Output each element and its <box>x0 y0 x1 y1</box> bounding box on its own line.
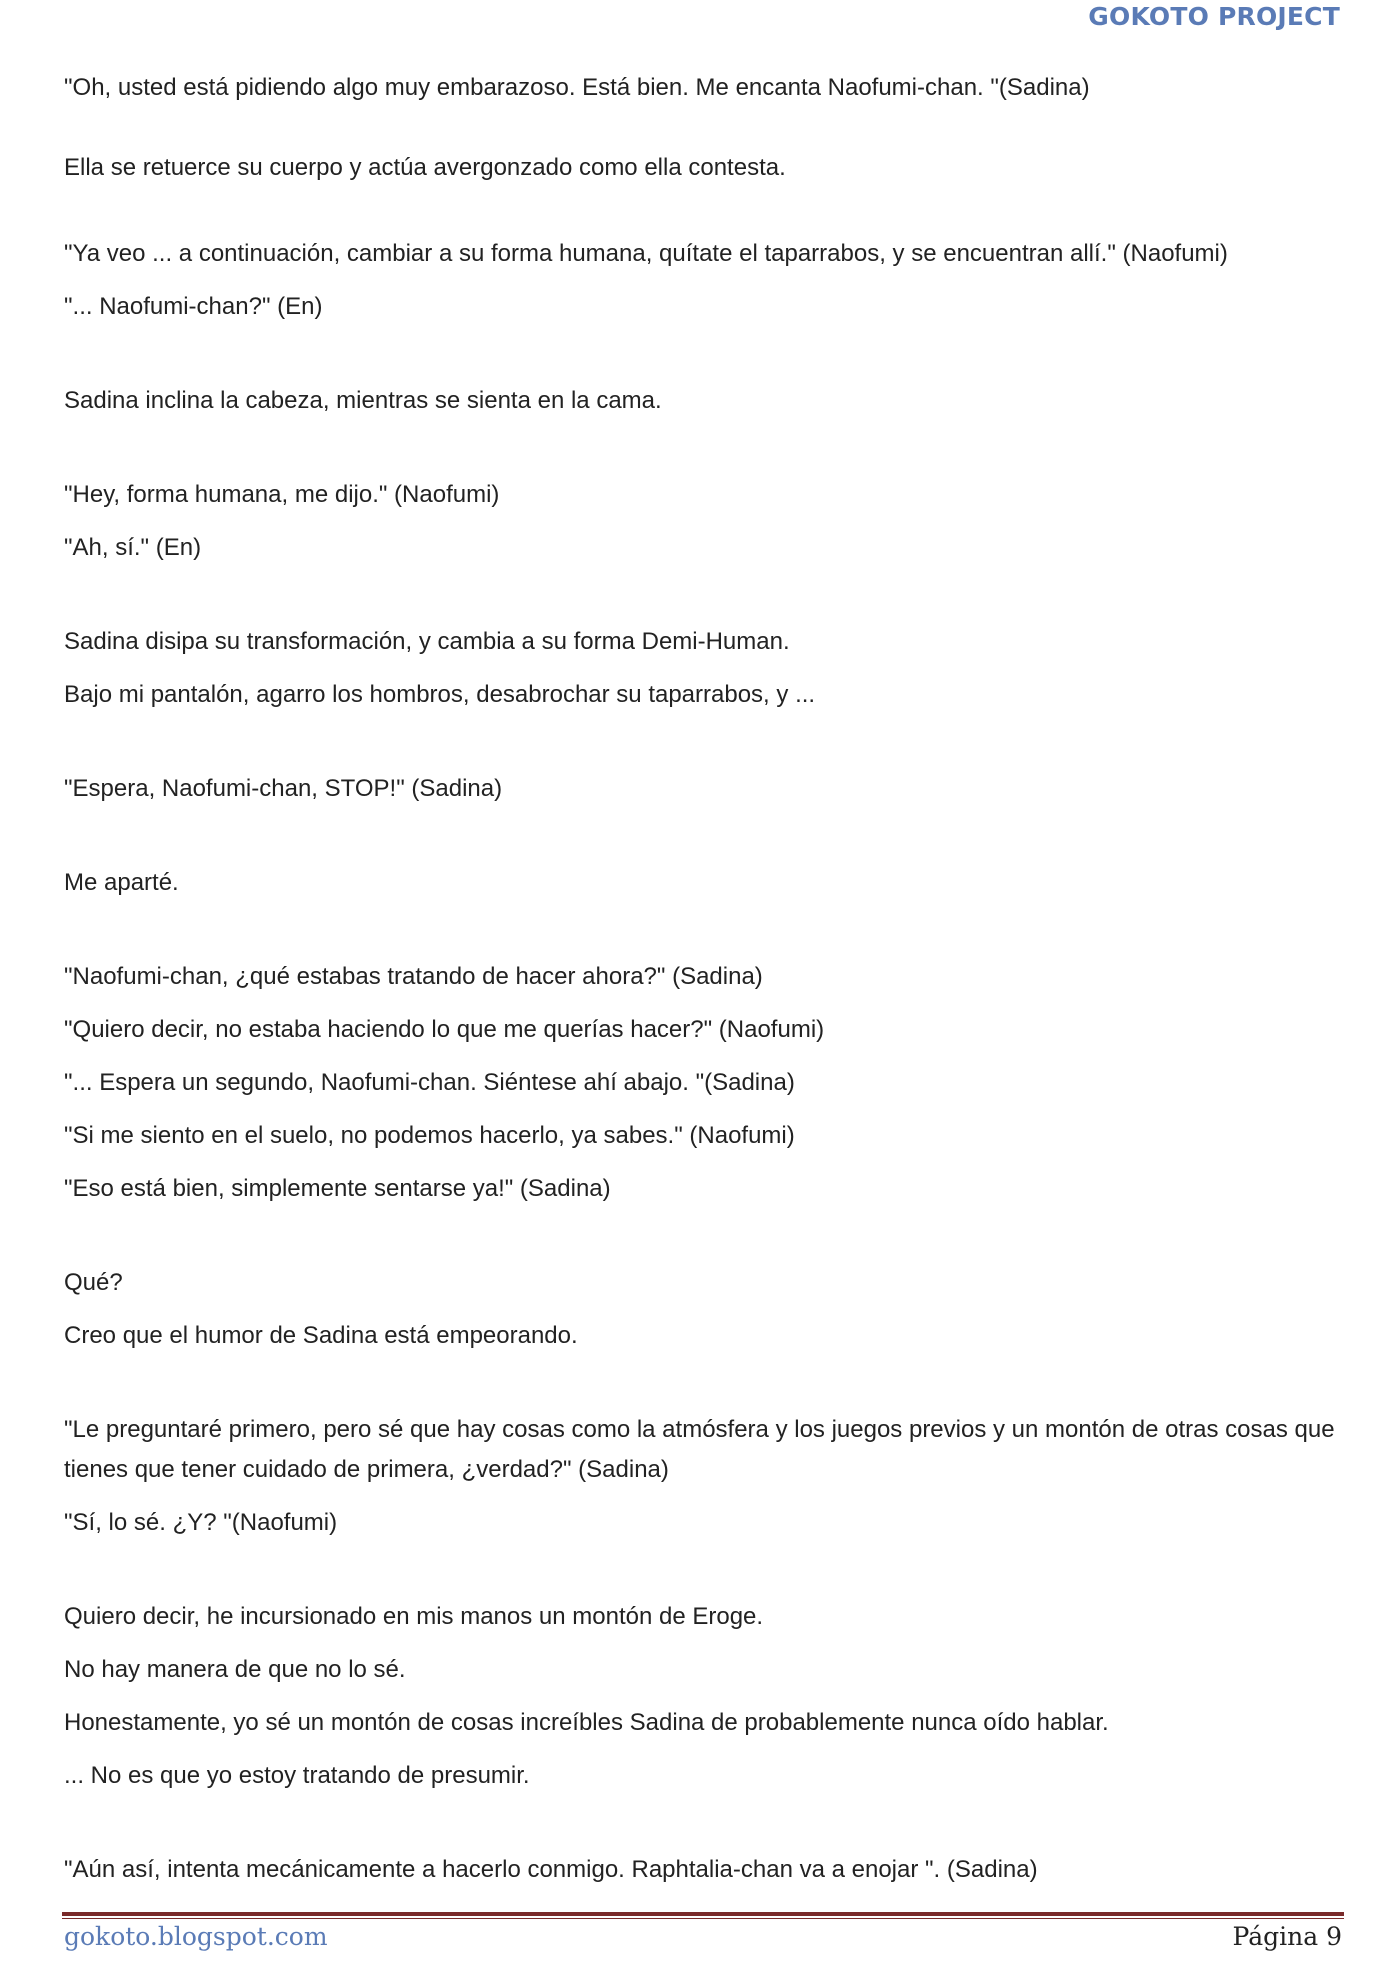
paragraph-line: "Aún así, intenta mecánicamente a hacerlo conmigo. Raphtalia-chan va a enojar ". (Sadina) <box>64 1856 1038 1883</box>
footer-divider <box>62 1912 1344 1916</box>
page-body <box>64 68 1344 1890</box>
paragraph-line: "Naofumi-chan, ¿qué estabas tratando de hacer ahora?" (Sadina) <box>64 963 763 990</box>
paragraph-line: "Ah, sí." (En) <box>64 534 202 561</box>
paragraph-line: "Eso está bien, simplemente sentarse ya!" (Sadina) <box>64 1175 611 1202</box>
paragraph-line: "Quiero decir, no estaba haciendo lo que me querías hacer?" (Naofumi) <box>64 1016 825 1043</box>
paragraph-line: "Sí, lo sé. ¿Y? "(Naofumi) <box>64 1509 338 1536</box>
paragraph-line: "Hey, forma humana, me dijo." (Naofumi) <box>64 481 500 508</box>
header-brand: GOKOTO PROJECT <box>1088 2 1340 31</box>
paragraph-line: Sadina disipa su transformación, y cambia a su forma Demi-Human. <box>64 628 790 655</box>
paragraph-line: Honestamente, yo sé un montón de cosas increíbles Sadina de probablemente nunca oído hablar. <box>64 1709 1109 1736</box>
paragraph-line: "Si me siento en el suelo, no podemos hacerlo, ya sabes." (Naofumi) <box>64 1122 795 1149</box>
footer-site-link[interactable]: gokoto.blogspot.com <box>64 1922 328 1951</box>
footer-divider-thin <box>62 1918 1344 1919</box>
paragraph-line: Me aparté. <box>64 869 179 896</box>
paragraph-line: "Le preguntaré primero, pero sé que hay cosas como la atmósfera y los juegos previos y un montón de otras cosas que tienes que tener cuidado de primera, ¿verdad?" (Sadina) <box>64 1416 1335 1483</box>
paragraph-line: "Ya veo ... a continuación, cambiar a su forma humana, quítate el taparrabos, y se encuentran allí." (Naofumi) <box>64 240 1228 267</box>
paragraph-line: Qué? <box>64 1269 123 1296</box>
paragraph-line: Sadina inclina la cabeza, mientras se sienta en la cama. <box>64 387 662 414</box>
paragraph-line: "... Naofumi-chan?" (En) <box>64 293 323 320</box>
paragraph-line: "Espera, Naofumi-chan, STOP!" (Sadina) <box>64 775 503 802</box>
page-number: Página 9 <box>1232 1922 1342 1951</box>
paragraph-line: "Oh, usted está pidiendo algo muy embarazoso. Está bien. Me encanta Naofumi-chan. "(Sadina) <box>64 74 1090 101</box>
paragraph-line: Quiero decir, he incursionado en mis manos un montón de Eroge. <box>64 1603 764 1630</box>
paragraph-line: "... Espera un segundo, Naofumi-chan. Siéntese ahí abajo. "(Sadina) <box>64 1069 795 1096</box>
paragraph-line: Creo que el humor de Sadina está empeorando. <box>64 1322 578 1349</box>
paragraph-line: Ella se retuerce su cuerpo y actúa avergonzado como ella contesta. <box>64 154 786 181</box>
paragraph-line: ... No es que yo estoy tratando de presumir. <box>64 1762 530 1789</box>
paragraph-line: Bajo mi pantalón, agarro los hombros, desabrochar su taparrabos, y ... <box>64 681 816 708</box>
paragraph-line: No hay manera de que no lo sé. <box>64 1656 406 1683</box>
